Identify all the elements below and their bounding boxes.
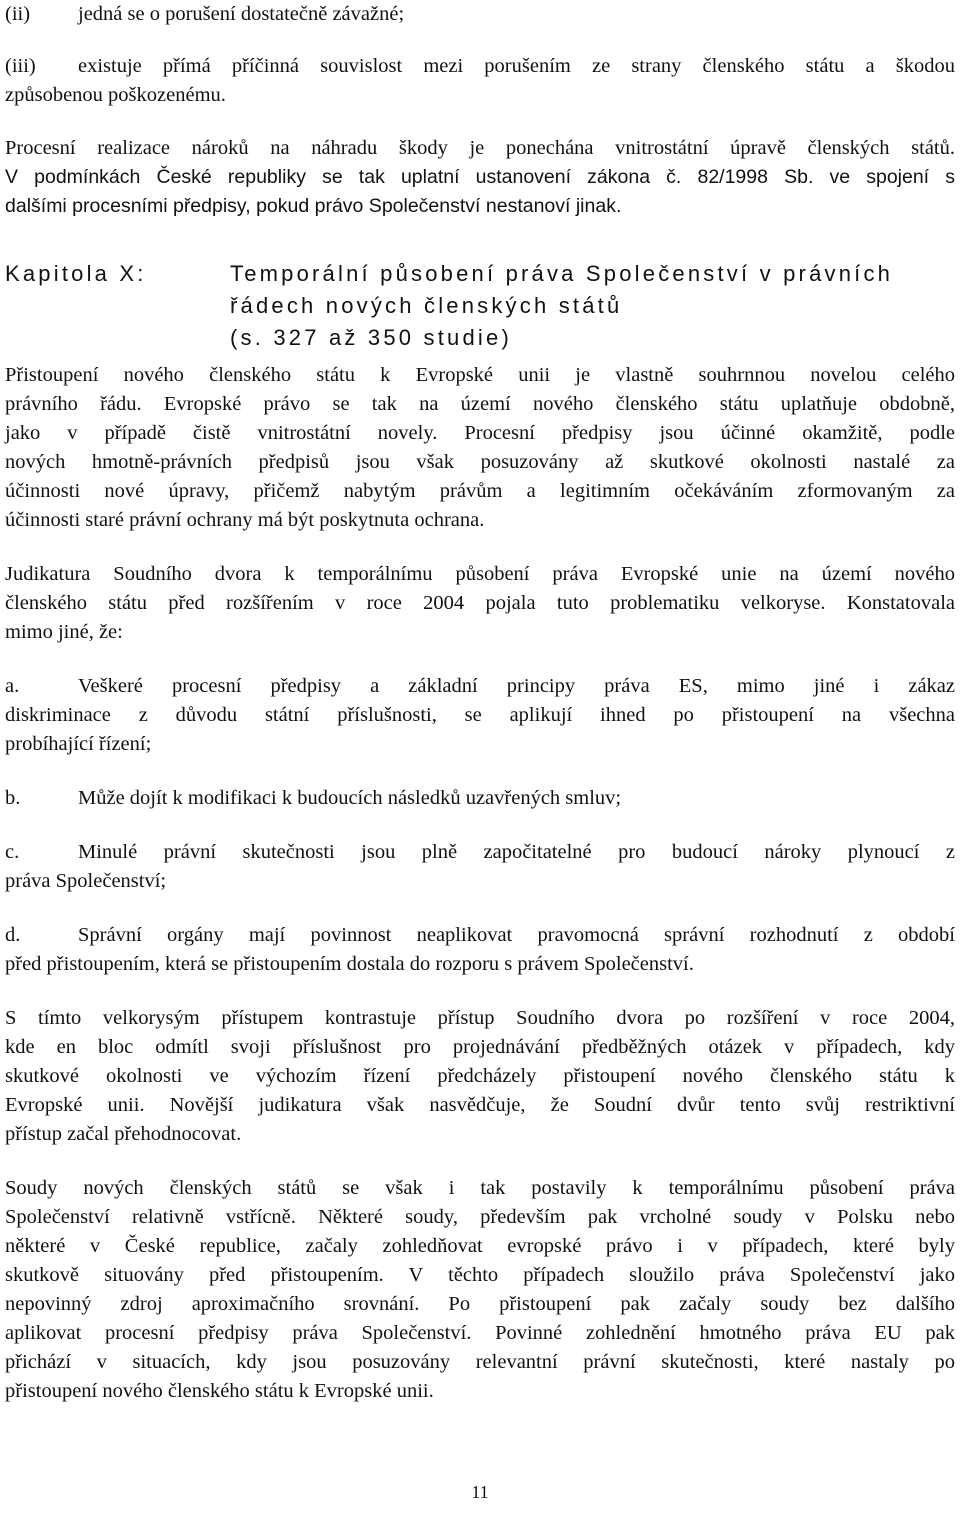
- paragraph-line: dalšími procesními předpisy, pokud právo Společenství nestanoví jinak.: [5, 195, 622, 217]
- paragraph-line: V podmínkách České republiky se tak uplatní ustanovení zákona č. 82/1998 Sb. ve spojení s: [5, 166, 955, 188]
- paragraph-line: přístup začal přehodnocovat.: [5, 1123, 242, 1145]
- paragraph-line: mimo jiné, že:: [5, 621, 123, 643]
- list-marker: b.: [5, 787, 21, 809]
- paragraph-line: přichází v situacích, kdy jsou posuzovány relevantní právní skutečnosti, které nastaly po: [5, 1351, 955, 1373]
- list-line: práva Společenství;: [5, 870, 167, 892]
- list-line: před přistoupením, která se přistoupením dostala do rozporu s právem Společenství.: [5, 953, 694, 975]
- paragraph-line: nepovinný zdroj aproximačního srovnání. Po přistoupení pak začaly soudy bez dalšího: [5, 1293, 955, 1315]
- paragraph-line: Přistoupení nového členského státu k Evropské unii je vlastně souhrnnou novelou celého: [5, 364, 955, 386]
- paragraph-line: Evropské unii. Novější judikatura však nasvědčuje, že Soudní dvůr tento svůj restriktivní: [5, 1094, 955, 1116]
- paragraph-line: Procesní realizace nároků na náhradu škody je ponechána vnitrostátní úpravě členských států.: [5, 137, 955, 159]
- paragraph-line: přistoupení nového členského státu k Evropské unii.: [5, 1380, 434, 1402]
- paragraph-line: členského státu před rozšířením v roce 2004 pojala tuto problematiku velkoryse. Konstatovala: [5, 592, 955, 614]
- list-marker: d.: [5, 924, 21, 946]
- paragraph-line: skutkové okolnosti ve výchozím řízení předcházely přistoupení nového členského státu k: [5, 1065, 955, 1087]
- list-text: Správní orgány mají povinnost neaplikovat pravomocná správní rozhodnutí z období: [78, 924, 955, 946]
- chapter-title-line: řádech nových členských států: [230, 293, 623, 318]
- chapter-title-line: (s. 327 až 350 studie): [230, 325, 512, 350]
- paragraph-line: S tímto velkorysým přístupem kontrastuje přístup Soudního dvora po rozšíření v roce 2004,: [5, 1007, 955, 1029]
- paragraph-line: kde en bloc odmítl svoji příslušnost pro projednávání předběžných otázek v případech, kdy: [5, 1036, 955, 1058]
- list-line: probíhající řízení;: [5, 733, 152, 755]
- item-continuation: způsobenou poškozenému.: [5, 84, 226, 106]
- list-marker: c.: [5, 841, 20, 863]
- item-marker: (ii): [5, 3, 31, 25]
- page-number: 11: [471, 1482, 489, 1502]
- item-marker: (iii): [5, 55, 36, 77]
- paragraph-line: právního řádu. Evropské právo se tak na území nového členského státu uplatňuje obdobně,: [5, 393, 955, 415]
- paragraph-line: nových hmotně-právních předpisů jsou však posuzovány až skutkové okolnosti nastalé za: [5, 451, 955, 473]
- list-line: diskriminace z důvodu státní příslušnosti, se aplikují ihned po přistoupení na všechna: [5, 704, 955, 726]
- paragraph-line: Společenství relativně vstřícně. Některé soudy, především pak vrcholné soudy v Polsku nebo: [5, 1206, 955, 1228]
- item-text: existuje přímá příčinná souvislost mezi porušením ze strany členského státu a škodou: [78, 55, 955, 77]
- list-text: Veškeré procesní předpisy a základní principy práva ES, mimo jiné i zákaz: [78, 675, 955, 697]
- list-text: Minulé právní skutečnosti jsou plně započitatelné pro budoucí nároky plynoucí z: [78, 841, 955, 863]
- chapter-title-line: Temporální působení práva Společenství v právních: [230, 261, 894, 286]
- chapter-label: Kapitola X:: [5, 261, 147, 286]
- paragraph-line: aplikovat procesní předpisy práva Společenství. Povinné zohlednění hmotného práva EU pak: [5, 1322, 955, 1344]
- paragraph-line: Judikatura Soudního dvora k temporálnímu působení práva Evropské unie na území nového: [5, 563, 955, 585]
- list-marker: a.: [5, 675, 20, 697]
- paragraph-line: jako v případě čistě vnitrostátní novely. Procesní předpisy jsou účinné okamžitě, podle: [5, 422, 955, 444]
- item-text: jedná se o porušení dostatečně závažné;: [78, 3, 405, 25]
- paragraph-line: účinnosti nové úpravy, přičemž nabytým právům a legitimním očekáváním zformovaným za: [5, 480, 955, 502]
- paragraph-line: některé v České republice, začaly zohledňovat evropské právo i v případech, které byly: [5, 1235, 955, 1257]
- paragraph-line: skutkově situovány před přistoupením. V těchto případech sloužilo práva Společenství jako: [5, 1264, 955, 1286]
- paragraph-line: Soudy nových členských států se však i tak postavily k temporálnímu působení práva: [5, 1177, 955, 1199]
- list-text: Může dojít k modifikaci k budoucích následků uzavřených smluv;: [78, 787, 622, 809]
- paragraph-line: účinnosti staré právní ochrany má být poskytnuta ochrana.: [5, 509, 485, 531]
